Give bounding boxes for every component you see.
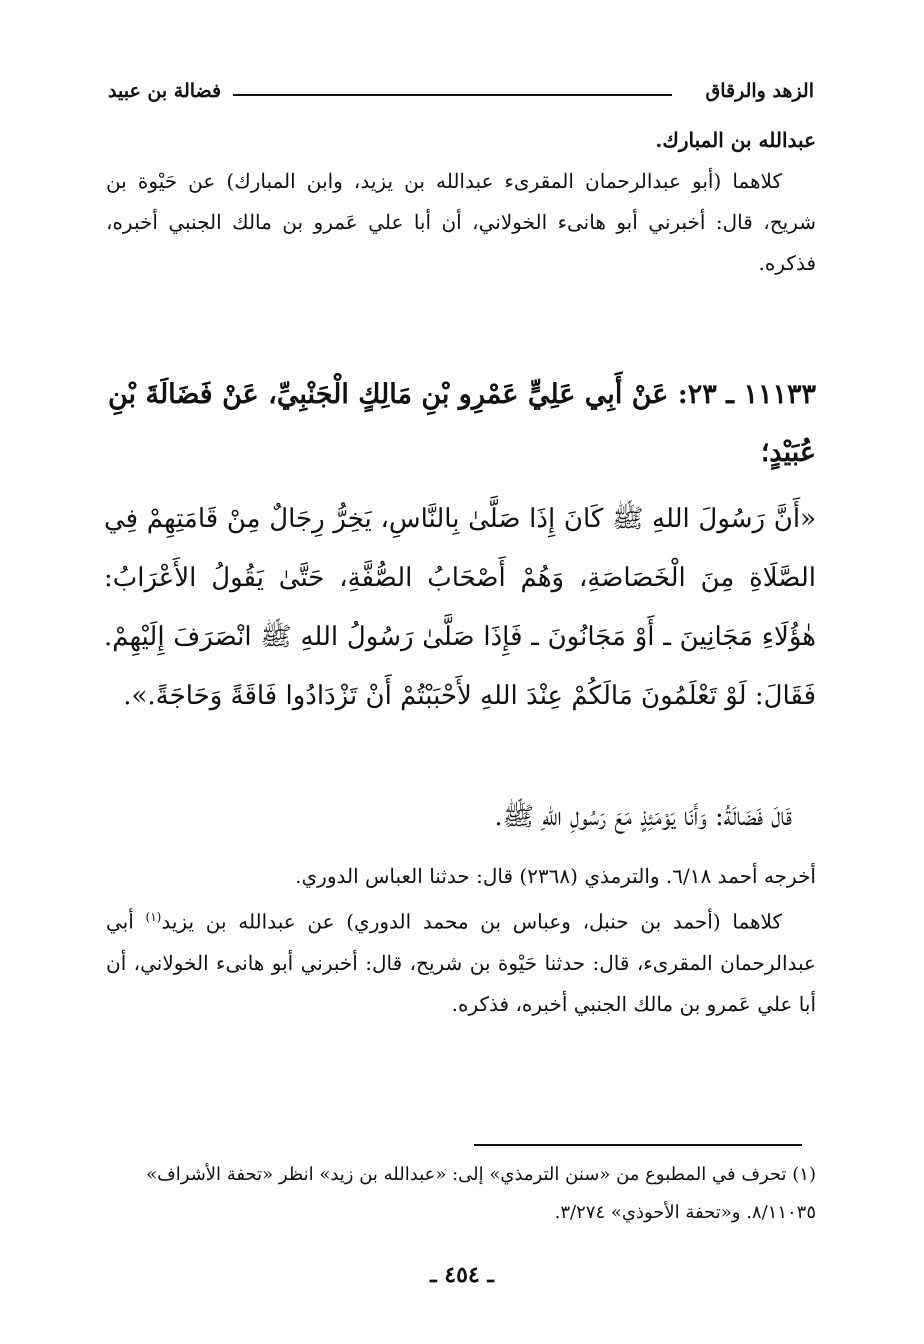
takhrij-line: أخرجه أحمد ٦/١٨. والترمذي (٢٣٦٨) قال: حدثنا العباس الدوري. xyxy=(295,864,816,888)
header-chapter: فضالة بن عبيد xyxy=(108,80,222,102)
hadith-narrator-remark: قَالَ فَضَالَةُ: وَأَنَا يَوْمَئِذٍ مَعَ رَسُولِ اللهِ ﷺ. xyxy=(494,802,792,832)
header-rule xyxy=(233,94,672,96)
takhrij-text-a: كلاهما (أحمد بن حنبل، وعباس بن محمد الدوري) عن عبدالله بن يزيد xyxy=(161,909,783,934)
continuation-line: عبدالله بن المبارك. xyxy=(655,128,816,152)
hadith-heading: ١١١٣٣ ـ ٢٣: عَنْ أَبِي عَلِيٍّ عَمْرِو بْنِ مَالِكٍ الْجَنْبِيِّ، عَنْ فَضَالَةَ بْنِ عُبَيْدٍ؛ xyxy=(108,379,816,468)
hadith-text: «أَنَّ رَسُولَ اللهِ ﷺ كَانَ إِذَا صَلَّىٰ بِالنَّاسِ، يَخِرُّ رِجَالٌ مِنْ قَامَتِهِمْ فِي الصَّلَاةِ مِنَ الْخَصَاصَةِ، وَهُمْ أَصْحَابُ الصُّفَّةِ، حَتَّىٰ يَقُولُ الأَعْرَابُ: هٰؤُلَاءِ مَجَانِينَ ـ أَوْ مَجَانُونَ ـ فَإِذَا صَلَّىٰ رَسُولُ اللهِ ﷺ انْصَرَفَ إِلَيْهِمْ. فَقَالَ: لَوْ تَعْلَمُونَ مَالَكُمْ عِنْدَ اللهِ لأَحْبَبْتُمْ أَنْ تَزْدَادُوا فَاقَةً وَحَاجَةً.». xyxy=(104,504,816,711)
footnote-marker: (١) xyxy=(145,910,162,924)
page-number: ـ ٤٥٤ ـ xyxy=(430,1262,494,1288)
header-book-section: الزهد والرقاق xyxy=(705,80,814,102)
previous-takhrij-continuation xyxy=(106,120,816,284)
takhrij-isnad-paragraph xyxy=(106,897,816,1025)
footnote: (١) تحرف في المطبوع من «سنن الترمذي» إلى: «عبدالله بن زيد» انظر «تحفة الأشراف» ٨/١١٠٣٥. و«تحفة الأحوذي» ٣/٢٧٤. xyxy=(146,1164,816,1223)
takhrij-text-b: أبي عبدالرحمان المقرىء، قال: حدثنا حَيْوة بن شريح، قال: أخبرني أبو هانىء الخولاني، أن أبا علي عَمرو بن مالك الجنبي أخبره، فذكره. xyxy=(106,909,816,1016)
footnote-separator xyxy=(474,1144,802,1146)
running-header xyxy=(108,80,814,110)
isnad-paragraph: كلاهما (أبو عبدالرحمان المقرىء عبدالله بن يزيد، وابن المبارك) عن حَيْوة بن شريح، قال: أخبرني أبو هانىء الخولاني، أن أبا علي عَمرو بن مالك الجنبي أخبره، فذكره. xyxy=(106,169,816,275)
takhrij-section xyxy=(106,856,816,1025)
